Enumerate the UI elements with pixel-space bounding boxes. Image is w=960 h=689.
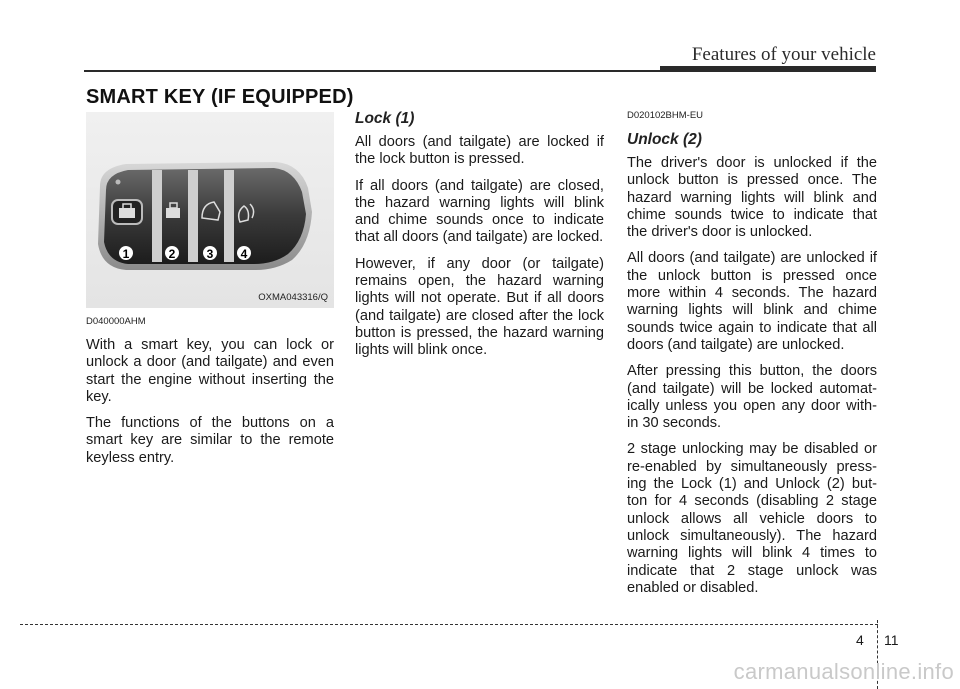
marker-2-label: 2 — [168, 247, 176, 261]
metal-trim-2 — [188, 170, 198, 262]
paragraph: The functions of the buttons on a smart key are similar to the remote keyless entry. — [86, 415, 334, 466]
section-code: D040000AHM — [86, 316, 146, 327]
smart-key-figure — [86, 112, 334, 308]
paragraph: With a smart key, you can lock or unlock a door (and tailgate) and even start the engine without inserting the key. — [86, 337, 334, 405]
smart-key-illustration — [86, 112, 334, 308]
unlock-subhead: Unlock (2) — [627, 131, 702, 148]
marker-1-label: 1 — [122, 247, 130, 261]
paragraph: If all doors (and tailgate) are closed, the hazard warning lights will blink and chime sounds once to indicate that all doors (and tailgate) are locked. — [355, 177, 604, 246]
column-3 — [627, 110, 877, 606]
paragraph: 2 stage unlocking may be disabled or re-enabled by simultaneously press- ing the Lock (1) and Unlock (2) but- ton for 4 seconds (disabling 2 stage unlock allows all vehicle doors to unlock simultaneously). The hazard warning lights will blink 4 times to indicate that 2 stage unlock was enabled or disabled. — [627, 441, 877, 596]
column-1 — [86, 316, 334, 476]
watermark: carmanualsonline.info — [733, 659, 954, 684]
section-number: 4 — [856, 632, 864, 648]
running-header: Features of your vehicle — [691, 44, 876, 65]
header-rule-accent — [660, 66, 876, 72]
paragraph: All doors (and tailgate) are unlocked if the unlock button is pressed once more within 4 seconds. The hazard warning lights will blink and chime sounds twice again to indicate that all doors (and tailgate) are unlocked. — [627, 250, 877, 353]
figure-code: OXMA043316/Q — [258, 292, 328, 303]
paragraph: However, if any door (or tailgate) remains open, the hazard warning lights will not operate. But if all doors (and tailgate) are closed after the lock button is pressed, the hazard warning lights will blink once. — [355, 255, 604, 359]
marker-3-label: 3 — [206, 247, 214, 261]
paragraph: After pressing this button, the doors (and tailgate) will be locked automat- ically unless you open any door with- in 30 seconds. — [627, 363, 877, 432]
metal-trim-1 — [152, 170, 162, 262]
section-title: SMART KEY (IF EQUIPPED) — [86, 86, 354, 108]
logo-dot — [116, 180, 121, 185]
column-2 — [355, 110, 604, 369]
page-number: 11 — [884, 632, 899, 648]
marker-4-label: 4 — [240, 247, 248, 261]
paragraph: The driver's door is unlocked if the unlock button is pressed once. The hazard warning lights will blink and chime sounds twice to indicate that the driver's door is unlocked. — [627, 155, 877, 241]
section-code: D020102BHM-EU — [627, 110, 704, 121]
metal-trim-3 — [224, 170, 234, 262]
footer-rule — [20, 624, 878, 625]
paragraph: All doors (and tailgate) are locked if the lock button is pressed. — [355, 134, 604, 168]
lock-subhead: Lock (1) — [355, 110, 415, 127]
